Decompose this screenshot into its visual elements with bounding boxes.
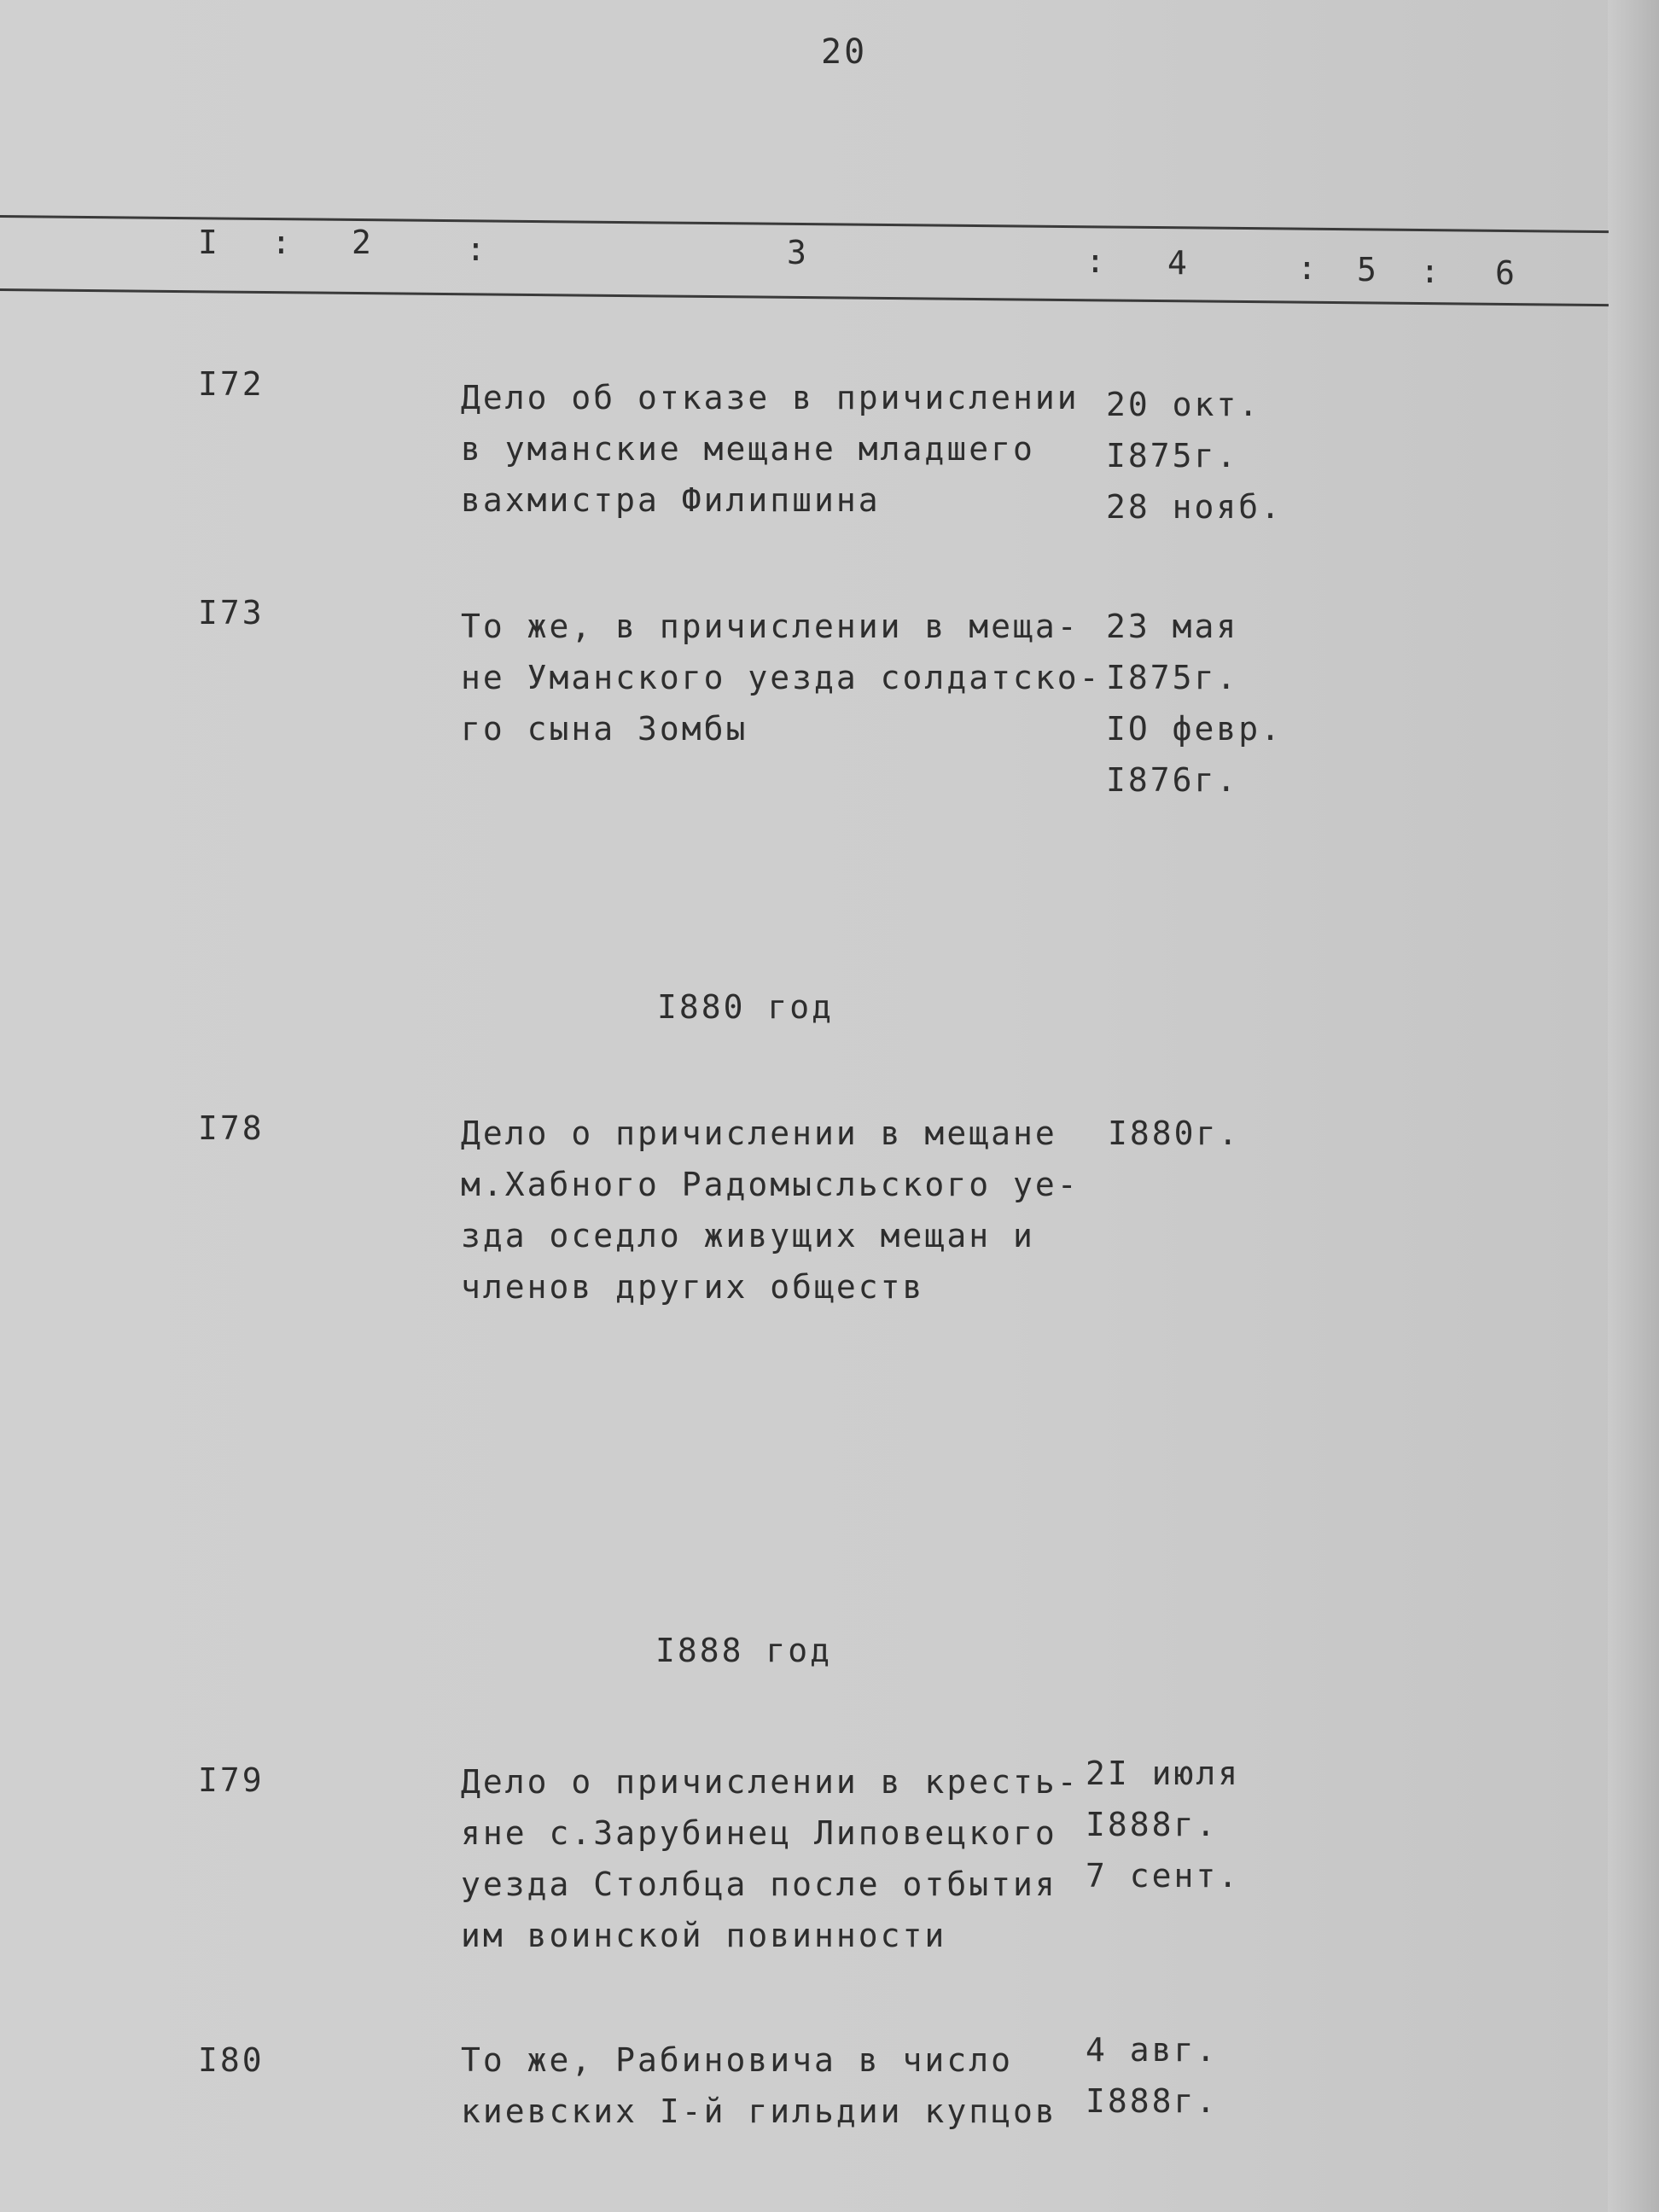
col-sep: : [466, 230, 488, 268]
entry-description: Дело о причислении в мещане м.Хабного Радомысльского уе- зда оседло живущих мещан и членов других обществ [461, 1115, 1080, 1306]
entry-description: То же, в причислении в меща- не Уманского уезда солдатско- го сына Зомбы [461, 608, 1102, 748]
col-6-label: 6 [1495, 254, 1517, 292]
header-top-rule [0, 215, 1609, 233]
entry-number: I78 [198, 1109, 265, 1147]
entry-dates: 4 авг. I888г. [1086, 2031, 1219, 2120]
col-3-label: 3 [787, 234, 809, 271]
entry-dates: 23 мая I875г. IO февр. I876г. [1106, 608, 1284, 799]
col-sep: : [1420, 253, 1442, 290]
entry-number: I72 [198, 365, 265, 403]
entry-dates: I880г. [1108, 1115, 1241, 1152]
col-sep: : [271, 224, 294, 261]
col-4-label: 4 [1167, 244, 1190, 282]
col-sep: : [1297, 249, 1319, 287]
col-2-label: 2 [352, 224, 374, 261]
year-heading: I888 год [655, 1632, 833, 1669]
year-heading: I880 год [657, 988, 835, 1026]
header-bottom-rule [0, 288, 1609, 306]
col-1-label: I [198, 224, 220, 261]
page-number: 20 [821, 32, 868, 72]
entry-number: I80 [198, 2041, 265, 2079]
col-sep: : [1086, 242, 1108, 280]
entry-dates: 20 окт. I875г. 28 нояб. [1106, 386, 1284, 526]
col-5-label: 5 [1357, 251, 1379, 288]
page-edge [1608, 0, 1659, 2212]
entry-dates: 2I июля I888г. 7 сент. [1086, 1755, 1241, 1895]
entry-number: I79 [198, 1761, 265, 1799]
entry-description: Дело об отказе в причислении в уманские мещане младшего вахмистра Филипшина [461, 379, 1080, 519]
entry-description: То же, Рабиновича в число киевских I-й гильдии купцов [461, 2041, 1057, 2130]
entry-description: Дело о причислении в кресть- яне с.Зарубинец Липовецкого уезда Столбца после отбытия им воинской повинности [461, 1763, 1080, 1954]
entry-number: I73 [198, 594, 265, 632]
